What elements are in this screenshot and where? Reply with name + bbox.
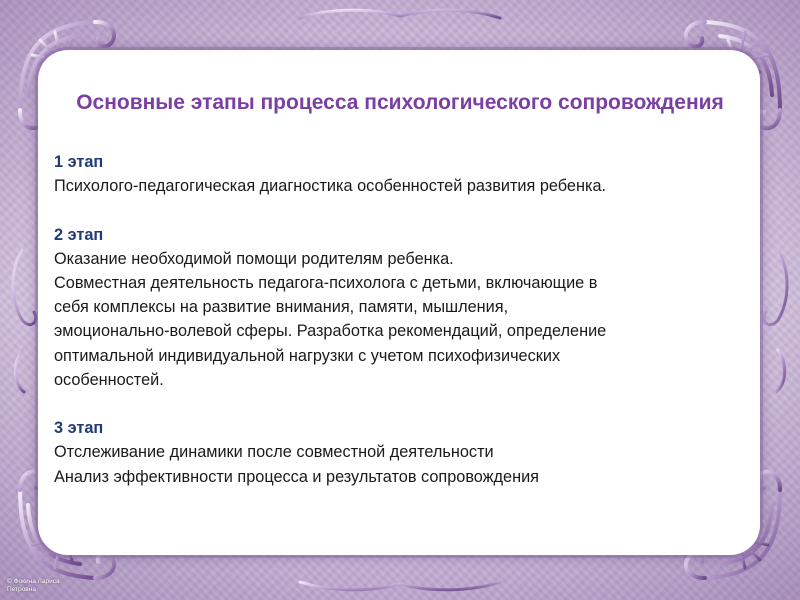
stage-1-line: Психолого-педагогическая диагностика особенностей развития ребенка. bbox=[54, 177, 607, 196]
stage-2-line: Совместная деятельность педагога-психолога с детьми, включающие в bbox=[54, 274, 598, 292]
scroll-ornament-bottom-icon bbox=[300, 582, 500, 590]
stage-1-heading: 1 этап bbox=[54, 153, 104, 171]
stage-2-heading: 2 этап bbox=[54, 225, 104, 244]
author-credit bbox=[7, 578, 60, 594]
stages-content bbox=[54, 150, 754, 489]
author-credit-line: © Фокина Лариса bbox=[7, 578, 60, 585]
stage-2-line: себя комплексы на развитие внимания, памяти, мышления, bbox=[54, 298, 509, 317]
scroll-ornament-left-icon bbox=[13, 250, 36, 392]
stage-2-line: оптимальной индивидуальной нагрузки с учетом психофизических bbox=[54, 346, 561, 365]
spacer bbox=[54, 392, 754, 416]
stage-3-line: Отслеживание динамики после совместной деятельности bbox=[54, 443, 494, 462]
spacer bbox=[54, 198, 754, 222]
scroll-ornament-top-icon bbox=[300, 10, 500, 18]
stage-3-line: Анализ эффективности процесса и результатов сопровождения bbox=[54, 467, 540, 486]
slide-title: Основные этапы процесса психологического сопровождения bbox=[76, 91, 724, 114]
scroll-ornament-right-icon bbox=[764, 250, 787, 392]
stage-2-line: эмоционально-волевой сферы. Разработка рекомендаций, определение bbox=[54, 322, 607, 341]
stage-2-line: особенностей. bbox=[54, 370, 164, 389]
stage-2-line: Оказание необходимой помощи родителям ребенка. bbox=[54, 249, 454, 268]
author-credit-line: Петровна bbox=[7, 586, 36, 593]
stage-3-heading: 3 этап bbox=[54, 419, 104, 438]
